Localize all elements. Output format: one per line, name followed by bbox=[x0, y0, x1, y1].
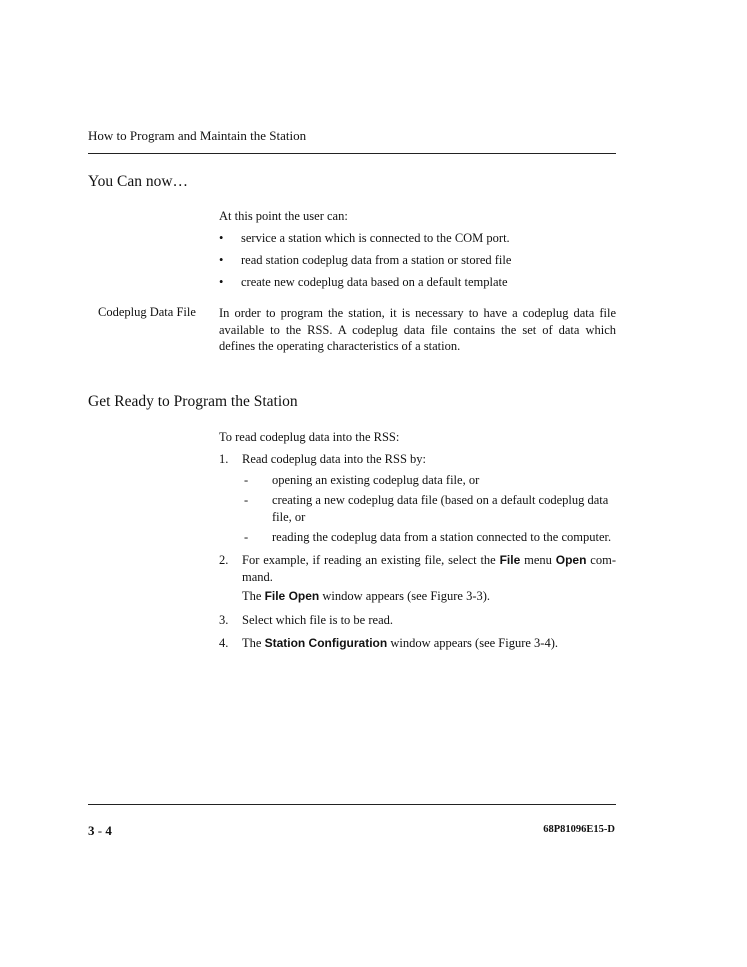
bullet-icon: • bbox=[219, 275, 224, 289]
dash-icon: - bbox=[244, 473, 249, 487]
station-configuration-window-ref: Station Configuration bbox=[264, 636, 388, 650]
step-number: 1. bbox=[219, 452, 229, 466]
step-2-note: The File Open window appears (see Figure 3-3). bbox=[242, 589, 491, 603]
section-heading-get-ready: Get Ready to Program the Station bbox=[88, 393, 298, 410]
section2-intro: To read codeplug data into the RSS: bbox=[219, 430, 400, 444]
step-text: The Station Configuration window appears (see Figure 3-4). bbox=[242, 636, 559, 650]
dash-text: creating a new codeplug data file (based on a default codeplug data file, or bbox=[272, 493, 609, 524]
bullet-text: create new codeplug data based on a default template bbox=[241, 275, 508, 289]
header-rule bbox=[88, 153, 616, 154]
running-header: How to Program and Maintain the Station bbox=[88, 128, 307, 143]
bullet-icon: • bbox=[219, 253, 224, 267]
dash-icon: - bbox=[244, 530, 249, 544]
dash-text: reading the codeplug data from a station connected to the computer. bbox=[272, 530, 612, 544]
page-number: 3 - 4 bbox=[88, 823, 112, 838]
step-text: Select which file is to be read. bbox=[242, 613, 393, 627]
bullet-text: service a station which is connected to the COM port. bbox=[241, 231, 510, 245]
bullet-icon: • bbox=[219, 231, 224, 245]
codeplug-paragraph: In order to program the station, it is necessary to have a codeplug data file available to the RSS. A codeplug data file contains the set of data which defines the operating characteristics of a station. bbox=[219, 306, 616, 353]
footer-rule bbox=[88, 804, 616, 805]
bullet-text: read station codeplug data from a station or stored file bbox=[241, 253, 512, 267]
file-open-window-ref: File Open bbox=[264, 589, 320, 603]
dash-text: opening an existing codeplug data file, or bbox=[272, 473, 480, 487]
file-menu-ref: File bbox=[499, 553, 521, 567]
document-number: 68P81096E15-D bbox=[543, 824, 615, 835]
dash-icon: - bbox=[244, 493, 249, 507]
step-number: 4. bbox=[219, 636, 229, 650]
section-heading-you-can-now: You Can now… bbox=[88, 173, 189, 190]
step-number: 3. bbox=[219, 613, 229, 627]
open-command-ref: Open bbox=[555, 553, 587, 567]
step-text: Read codeplug data into the RSS by: bbox=[242, 452, 427, 466]
step-number: 2. bbox=[219, 553, 229, 567]
step-text: For example, if reading an existing file, select the File menu Open com-mand. bbox=[242, 553, 616, 584]
section1-intro: At this point the user can: bbox=[219, 209, 348, 223]
side-label-codeplug-data-file: Codeplug Data File bbox=[98, 305, 196, 319]
